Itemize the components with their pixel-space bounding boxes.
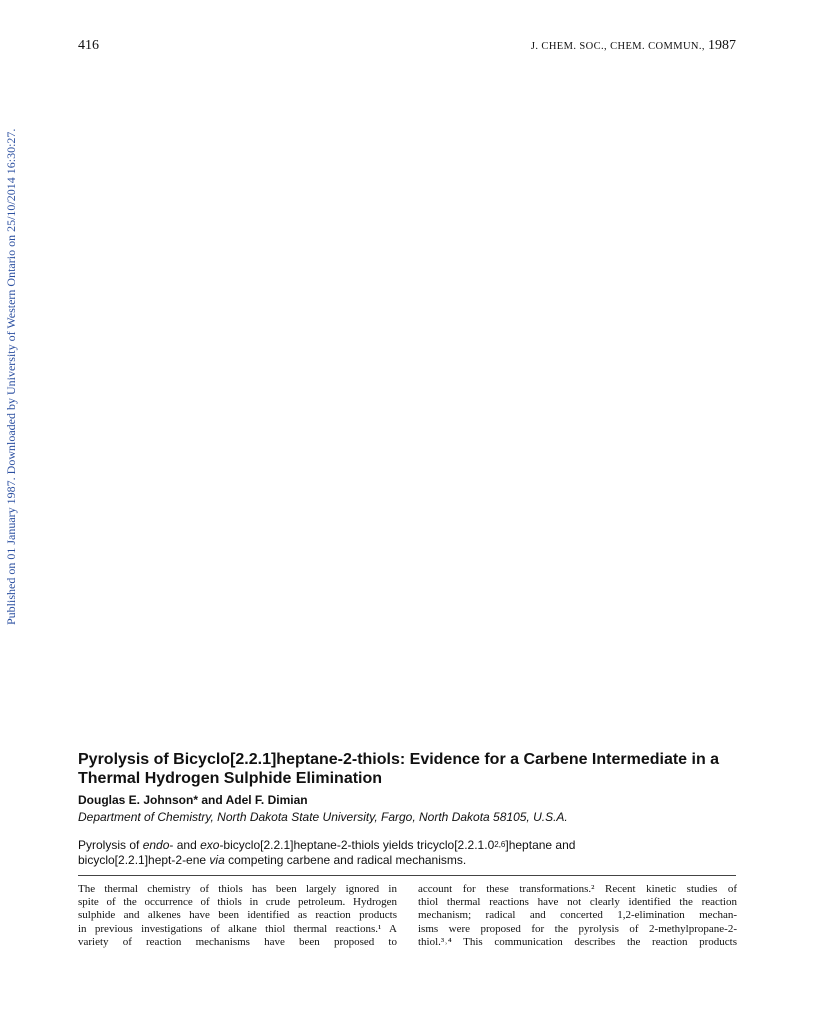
abstract-text: ]heptane and	[505, 838, 576, 852]
body-column-right	[418, 883, 737, 949]
body-line: The thermal chemistry of thiols has been largely ignored in	[78, 883, 397, 895]
body-line: thiol thermal reactions have not clearly identified the reaction	[418, 896, 737, 909]
abstract	[78, 838, 718, 868]
body-line: spite of the occurrence of thiols in crude petroleum. Hydrogen	[78, 896, 397, 909]
running-head	[531, 38, 736, 54]
journal-year: 1987	[708, 38, 736, 53]
abstract-superscript: 2,6	[494, 840, 506, 849]
abstract-italic: endo	[142, 838, 170, 852]
abstract-text: Pyrolysis of	[78, 838, 143, 852]
authors: Douglas E. Johnson* and Adel F. Dimian	[78, 793, 308, 807]
abstract-text: bicyclo[2.2.1]hept-2-ene	[78, 853, 210, 867]
download-notice[interactable]: Published on 01 January 1987. Downloaded by University of Western Ontario on 25/10/2014 16:30:27.	[4, 128, 18, 625]
abstract-text: competing carbene and radical mechanisms.	[224, 853, 467, 867]
affiliation: Department of Chemistry, North Dakota State University, Fargo, North Dakota 58105, U.S.A.	[78, 810, 568, 824]
abstract-italic: exo	[200, 838, 220, 852]
article-title: Pyrolysis of Bicyclo[2.2.1]heptane-2-thiols: Evidence for a Carbene Intermediate in a Thermal Hydrogen Sulphide Elimination	[78, 751, 720, 787]
body-line: variety of reaction mechanisms have been proposed to	[78, 935, 397, 948]
abstract-text: -bicyclo[2.2.1]heptane-2-thiols yields tricyclo[2.2.1.0	[219, 838, 495, 852]
body-line: account for these transformations.² Recent kinetic studies of	[418, 883, 737, 895]
body-line: in previous investigations of alkane thiol thermal reactions.¹ A	[78, 922, 397, 935]
divider-rule	[78, 875, 736, 876]
journal-name: J. CHEM. SOC., CHEM. COMMUN.,	[530, 41, 705, 52]
body-line: thiol.³˒⁴ This communication describes the reaction products	[418, 935, 737, 948]
body-line: isms were proposed for the pyrolysis of 2-methylpropane-2-	[418, 922, 737, 935]
body-line: mechanism; radical and concerted 1,2-elimination mechan-	[418, 909, 737, 922]
abstract-text: - and	[169, 838, 201, 852]
page-number: 416	[78, 38, 99, 53]
body-line: sulphide and alkenes have been identified as reaction products	[78, 909, 397, 922]
abstract-italic: via	[209, 853, 225, 867]
body-column-left	[78, 883, 397, 949]
